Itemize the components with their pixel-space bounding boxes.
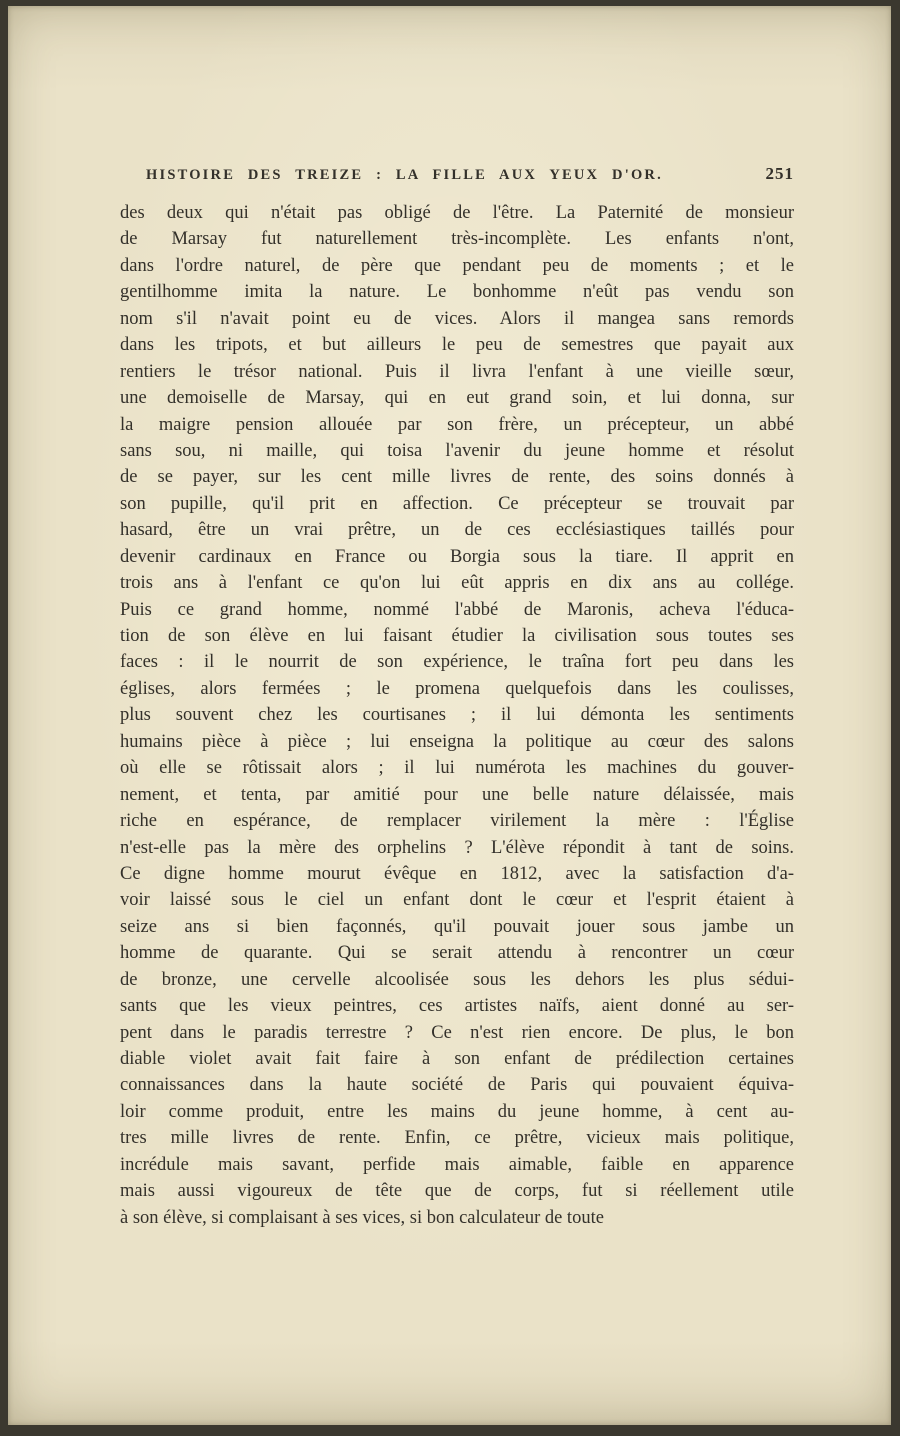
running-head xyxy=(120,164,794,184)
text-line: devenir cardinaux en France ou Borgia sous la tiare. Il apprit en xyxy=(120,546,794,567)
text-line: pent dans le paradis terrestre ? Ce n'est rien encore. De plus, le bon xyxy=(120,1022,794,1043)
text-line: la maigre pension allouée par son frère, un précepteur, un abbé xyxy=(120,414,794,435)
text-line: loir comme produit, entre les mains du jeune homme, à cent au- xyxy=(120,1101,794,1122)
text-line: de se payer, sur les cent mille livres de rente, des soins donnés à xyxy=(120,467,794,488)
running-head-title: HISTOIRE DES TREIZE : LA FILLE AUX YEUX D'OR. xyxy=(146,167,663,183)
text-line: sants que les vieux peintres, ces artistes naïfs, aient donné au ser- xyxy=(120,996,794,1017)
text-line: connaissances dans la haute société de Paris qui pouvaient équiva- xyxy=(120,1075,794,1096)
text-line: diable violet avait fait faire à son enfant de prédilection certaines xyxy=(120,1049,794,1069)
text-line: nom s'il n'avait point eu de vices. Alors il mangea sans remords xyxy=(120,308,794,329)
text-line: où elle se rôtissait alors ; il lui numérota les machines du gouver- xyxy=(120,758,794,779)
text-line: de bronze, une cervelle alcoolisée sous les dehors les plus sédui- xyxy=(120,969,794,990)
book-page xyxy=(8,6,891,1425)
text-line: rentiers le trésor national. Puis il livra l'enfant à une vieille sœur, xyxy=(120,361,794,382)
page-number: 251 xyxy=(765,164,794,183)
text-line: homme de quarante. Qui se serait attendu à rencontrer un cœur xyxy=(120,943,794,964)
page-text xyxy=(120,200,794,1231)
text-line: seize ans si bien façonnés, qu'il pouvait jouer sous jambe un xyxy=(120,916,794,937)
text-line: églises, alors fermées ; le promena quelquefois dans les coulisses, xyxy=(120,678,794,699)
text-line: tion de son élève en lui faisant étudier la civilisation sous toutes ses xyxy=(120,626,794,646)
text-line: à son élève, si complaisant à ses vices, si bon calculateur de toute xyxy=(120,1207,604,1228)
text-line: dans l'ordre naturel, de père que pendant peu de moments ; et le xyxy=(120,255,794,276)
text-line: une demoiselle de Marsay, qui en eut grand soin, et lui donna, sur xyxy=(120,388,794,409)
text-line: de Marsay fut naturellement très-incomplète. Les enfants n'ont, xyxy=(120,229,794,250)
text-line: sans sou, ni maille, qui toisa l'avenir du jeune homme et résolut xyxy=(120,440,794,461)
text-line: mais aussi vigoureux de tête que de corps, fut si réellement utile xyxy=(120,1181,794,1202)
text-line: trois ans à l'enfant ce qu'on lui eût appris en dix ans au collége. xyxy=(120,573,794,594)
text-line: Ce digne homme mourut évêque en 1812, avec la satisfaction d'a- xyxy=(120,863,794,884)
text-line: riche en espérance, de remplacer virilement la mère : l'Église xyxy=(120,811,794,832)
text-line: plus souvent chez les courtisanes ; il lui démonta les sentiments xyxy=(120,705,794,726)
text-line: nement, et tenta, par amitié pour une belle nature délaissée, mais xyxy=(120,784,794,805)
page-content xyxy=(120,6,794,1231)
text-line: gentilhomme imita la nature. Le bonhomme n'eût pas vendu son xyxy=(120,282,794,303)
text-line: voir laissé sous le ciel un enfant dont le cœur et l'esprit étaient à xyxy=(120,890,794,911)
text-line: son pupille, qu'il prit en affection. Ce précepteur se trouvait par xyxy=(120,493,794,514)
text-line: hasard, être un vrai prêtre, un de ces ecclésiastiques taillés pour xyxy=(120,520,794,541)
text-line: humains pièce à pièce ; lui enseigna la politique au cœur des salons xyxy=(120,731,794,752)
text-line: faces : il le nourrit de son expérience, le traîna fort peu dans les xyxy=(120,652,794,673)
text-line: dans les tripots, et but ailleurs le peu de semestres que payait aux xyxy=(120,335,794,356)
text-line: des deux qui n'était pas obligé de l'être. La Paternité de monsieur xyxy=(120,203,794,223)
text-line: tres mille livres de rente. Enfin, ce prêtre, vicieux mais politique, xyxy=(120,1128,794,1149)
text-line: n'est-elle pas la mère des orphelins ? L'élève répondit à tant de soins. xyxy=(120,837,794,858)
text-line: incrédule mais savant, perfide mais aimable, faible en apparence xyxy=(120,1154,794,1175)
text-line: Puis ce grand homme, nommé l'abbé de Maronis, acheva l'éduca- xyxy=(120,599,794,620)
